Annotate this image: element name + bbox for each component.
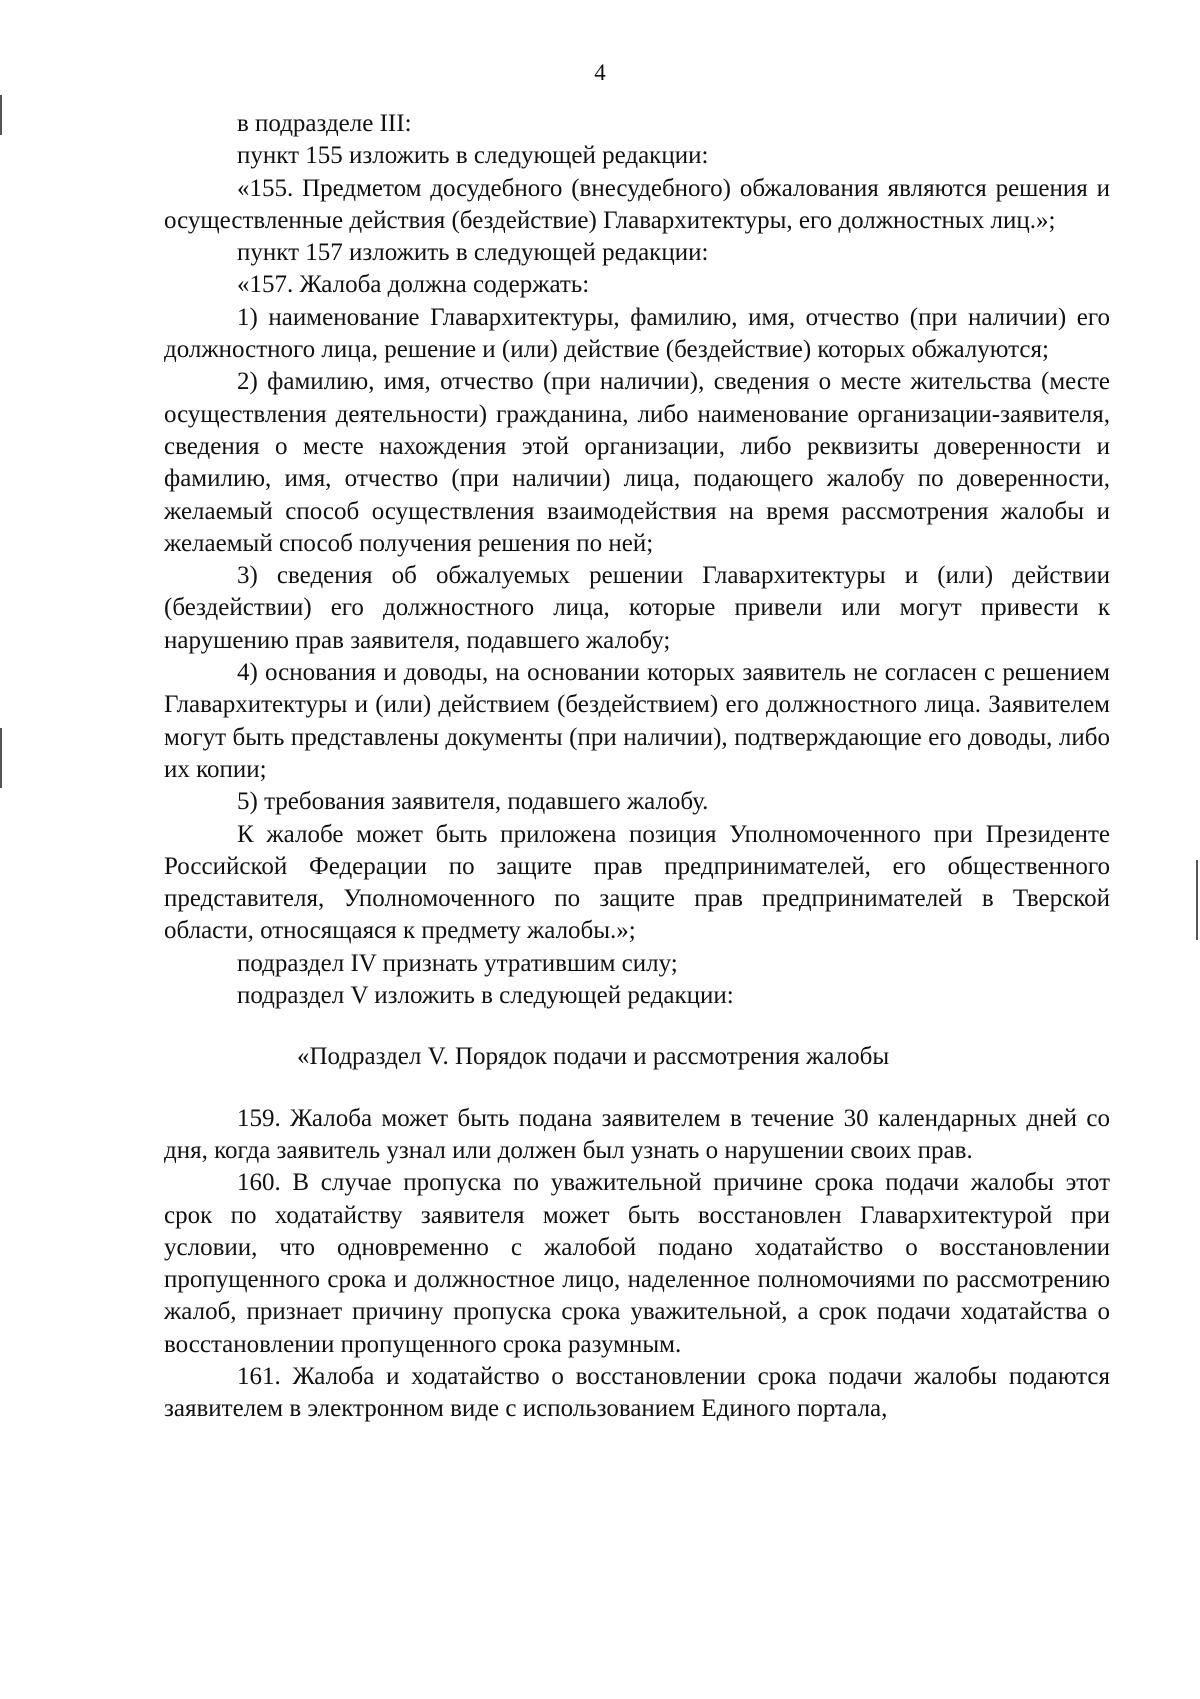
paragraph: пункт 155 изложить в следующей редакции:	[237, 142, 709, 170]
page-number: 4	[594, 60, 606, 85]
document-body	[164, 108, 1110, 1426]
paragraph: подраздел IV признать утратившим силу;	[237, 949, 678, 977]
paragraph: 161. Жалоба и ходатайство о восстановлении срока подачи жалобы подаются заявителем в электронном виде с использованием Единого портала,	[164, 1362, 1110, 1423]
section-heading: «Подраздел V. Порядок подачи и рассмотрения жалобы	[297, 1043, 890, 1071]
paragraph: в подразделе III:	[237, 110, 412, 137]
paragraph: «157. Жалоба должна содержать:	[237, 271, 590, 299]
paragraph: 160. В случае пропуска по уважительной причине срока подачи жалобы этот срок по ходатайству заявителя может быть восстановлен Главархитектурой при условии, что одновременно с жалобой подано ходатайство о восстановлении пропущенного срока и должностное лицо, наделенное полномочиями по рассмотрению жалоб, признает причину пропуска срока уважительной, а срок подачи ходатайства о восстановлении пропущенного срока разумным.	[164, 1169, 1110, 1358]
paragraph: подраздел V изложить в следующей редакции:	[237, 982, 734, 1010]
scan-edge-mark	[1196, 860, 1198, 940]
paragraph: пункт 157 изложить в следующей редакции:	[237, 239, 709, 267]
paragraph: 1) наименование Главархитектуры, фамилию, имя, отчество (при наличии) его должностного лица, решение и (или) действие (бездействие) которых обжалуются;	[164, 303, 1110, 364]
paragraph: 3) сведения об обжалуемых решении Главархитектуры и (или) действии (бездействии) его должностного лица, которые привели или могут привести к нарушению прав заявителя, подавшего жалобу;	[164, 562, 1110, 654]
paragraph: 159. Жалоба может быть подана заявителем в течение 30 календарных дней со дня, когда заявитель узнал или должен был узнать о нарушении своих прав.	[164, 1104, 1110, 1164]
paragraph: К жалобе может быть приложена позиция Уполномоченного при Президенте Российской Федерации по защите прав предпринимателей, его общественного представителя, Уполномоченного по защите прав предпринимателей в Тверской области, относящаяся к предмету жалобы.»;	[164, 820, 1110, 945]
paragraph: 4) основания и доводы, на основании которых заявитель не согласен с решением Главархитектуры и (или) действием (бездействием) его должностного лица. Заявителем могут быть представлены документы (при наличии), подтверждающие его доводы, либо их копии;	[164, 659, 1110, 783]
scan-edge-mark	[0, 728, 2, 788]
paragraph: 5) требования заявителя, подавшего жалобу.	[237, 788, 709, 816]
paragraph: 2) фамилию, имя, отчество (при наличии), сведения о месте жительства (месте осуществления деятельности) гражданина, либо наименование организации-заявителя, сведения о месте нахождения этой организации, либо реквизиты доверенности и фамилию, имя, отчество (при наличии) лица, подающего жалобу по доверенности, желаемый способ осуществления взаимодействия на время рассмотрения жалобы и желаемый способ получения решения по ней;	[164, 368, 1110, 557]
paragraph: «155. Предметом досудебного (внесудебного) обжалования являются решения и осуществленные действия (бездействие) Главархитектуры, его должностных лиц.»;	[164, 174, 1110, 234]
scan-edge-mark	[0, 95, 2, 135]
